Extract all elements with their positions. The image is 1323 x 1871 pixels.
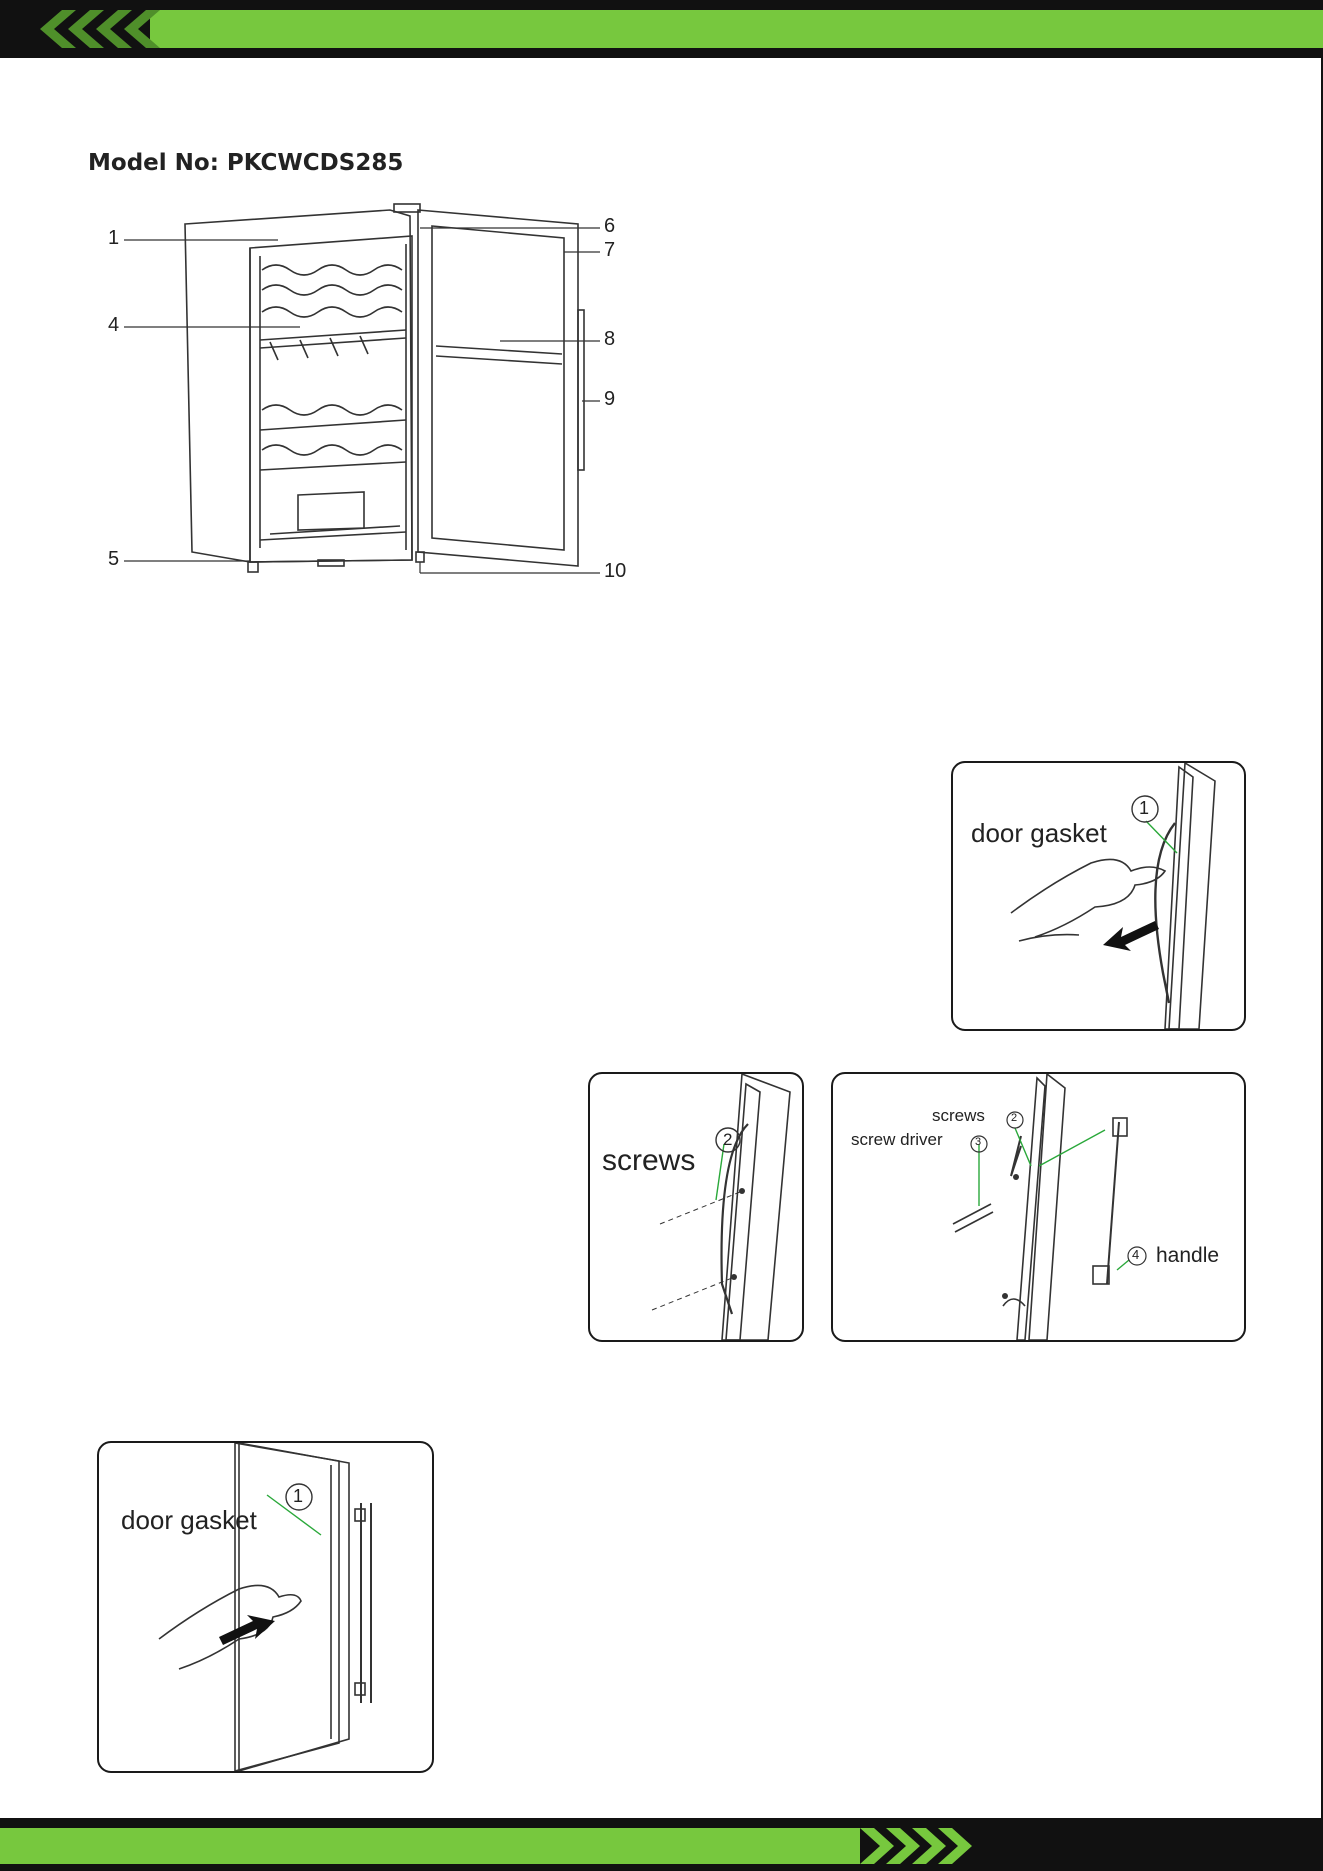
handle-label: handle (1156, 1244, 1220, 1267)
gasket-remove-label: door gasket (971, 818, 1107, 848)
callout-6: 6 (604, 215, 616, 237)
handle-number: 4 (1132, 1247, 1140, 1262)
callout-8: 8 (604, 328, 616, 350)
screws-illustration (590, 1074, 802, 1340)
gasket-remove-illustration (953, 763, 1244, 1029)
handle-install-panel (831, 1072, 1246, 1342)
handle-screws-label: screws (932, 1106, 985, 1125)
callout-5: 5 (108, 548, 120, 570)
appliance-diagram (100, 200, 660, 590)
handle-screws-number: 2 (1011, 1112, 1018, 1124)
callout-7: 7 (604, 239, 616, 261)
callout-10: 10 (604, 560, 627, 582)
gasket-remove-panel (951, 761, 1246, 1031)
header-green-band (150, 10, 1323, 48)
callout-4: 4 (108, 314, 120, 336)
callout-9: 9 (604, 388, 616, 410)
screw-driver-number: 3 (975, 1136, 982, 1148)
header-bar (0, 0, 1323, 58)
callout-1: 1 (108, 227, 120, 249)
gasket-replace-illustration (99, 1443, 432, 1771)
model-number: Model No: PKCWCDS285 (88, 150, 404, 176)
screws-label: screws (602, 1144, 696, 1177)
gasket-remove-number: 1 (1139, 798, 1150, 818)
screws-panel (588, 1072, 804, 1342)
footer-bar (0, 1818, 1323, 1871)
screw-driver-label: screw driver (851, 1130, 943, 1149)
gasket-replace-panel (97, 1441, 434, 1773)
gasket-replace-label: door gasket (121, 1505, 257, 1535)
screws-number: 2 (723, 1130, 733, 1149)
footer-chevrons-icon (0, 1818, 1000, 1871)
header-chevrons-icon (0, 0, 200, 58)
handle-install-illustration (833, 1074, 1244, 1340)
wine-cooler-illustration (100, 200, 660, 590)
gasket-replace-number: 1 (293, 1486, 304, 1506)
